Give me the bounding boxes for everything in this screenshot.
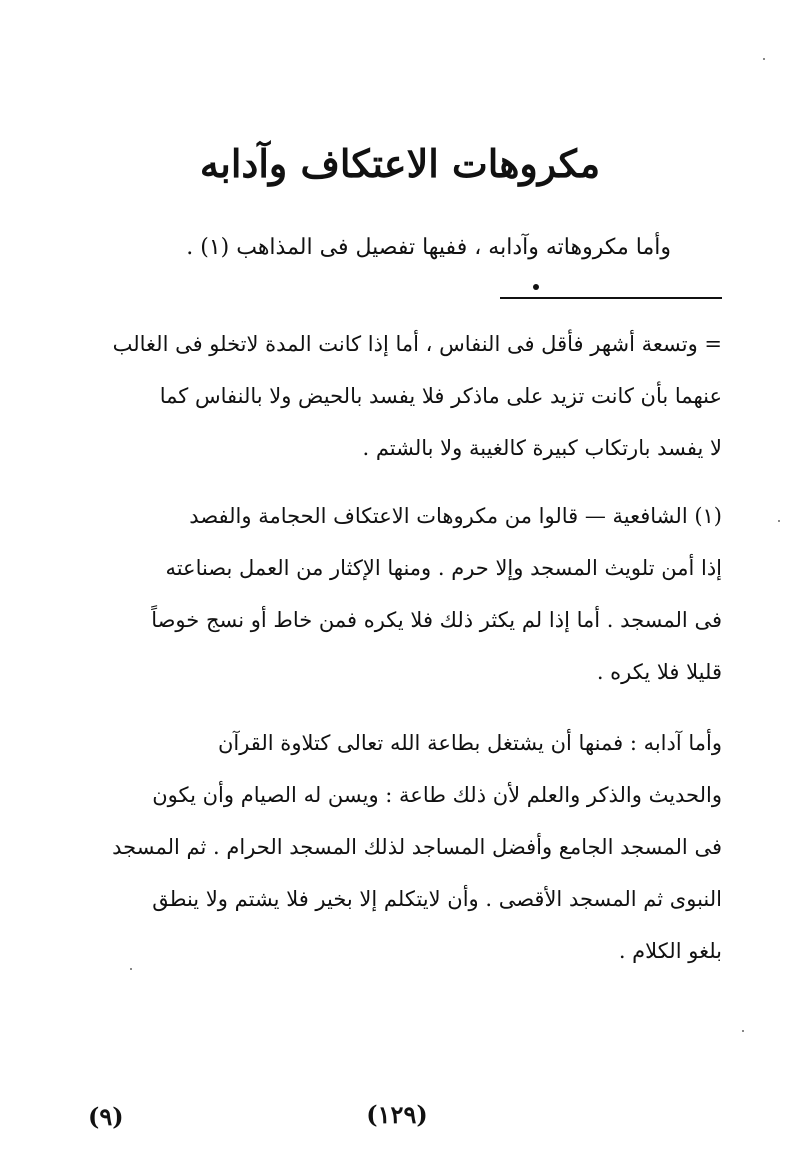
footnote-continuation xyxy=(68,318,722,474)
scan-speck xyxy=(742,1030,744,1032)
text-line: عنهما بأن كانت تزيد على ماذكر فلا يفسد بالحيض ولا بالنفاس كما xyxy=(159,384,722,408)
text-line: إذا أمن تلويث المسجد وإلا حرم . ومنها الإكثار من العمل بصناعته xyxy=(165,556,722,580)
text-line: والحديث والذكر والعلم لأن ذلك طاعة : ويسن له الصيام وأن يكون xyxy=(152,783,722,807)
footnote-shafii xyxy=(68,490,722,698)
scan-speck xyxy=(778,520,780,522)
separator-dot xyxy=(533,284,539,290)
text-line: النبوى ثم المسجد الأقصى . وأن لايتكلم إلا بخير فلا يشتم ولا ينطق xyxy=(152,887,722,911)
text-line: قليلا فلا يكره . xyxy=(596,660,722,684)
adab-paragraph xyxy=(68,717,722,977)
text-line: فى المسجد الجامع وأفضل المساجد لذلك المسجد الحرام . ثم المسجد xyxy=(112,835,722,859)
page-title: مكروهات الاعتكاف وآدابه xyxy=(199,141,601,186)
footnote-rule xyxy=(500,297,722,299)
text-line: لا يفسد بارتكاب كبيرة كالغيبة ولا بالشتم . xyxy=(362,436,722,460)
scan-speck xyxy=(130,968,132,970)
signature-mark: (٩) xyxy=(88,1102,124,1131)
text-line: بلغو الكلام . xyxy=(618,939,722,963)
scan-speck xyxy=(763,58,765,60)
text-line: وأما آدابه : فمنها أن يشتغل بطاعة الله تعالى كتلاوة القرآن xyxy=(217,731,722,755)
text-line: (١) الشافعية — قالوا من مكروهات الاعتكاف الحجامة والفصد xyxy=(189,504,722,528)
text-line: = وتسعة أشهر فأقل فى النفاس ، أما إذا كانت المدة لاتخلو فى الغالب xyxy=(112,332,722,356)
page-number: (١٢٩) xyxy=(366,1100,428,1129)
text-line: فى المسجد . أما إذا لم يكثر ذلك فلا يكره فمن خاط أو نسج خوصاً xyxy=(151,608,722,632)
intro-paragraph: وأما مكروهاته وآدابه ، ففيها تفصيل فى المذاهب (١) . xyxy=(186,235,671,260)
